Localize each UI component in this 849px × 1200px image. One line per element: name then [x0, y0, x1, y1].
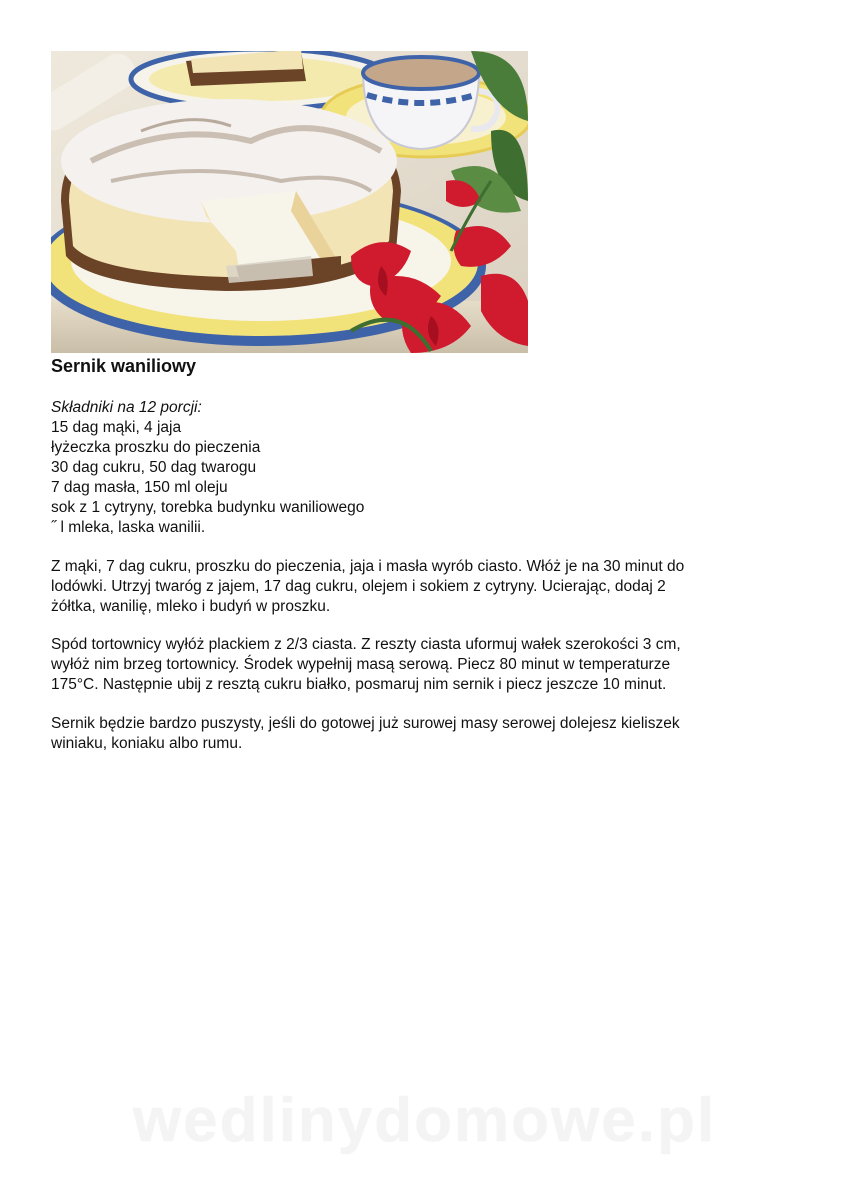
ingredients-heading: Składniki na 12 porcji: — [51, 399, 202, 416]
ingredients-list — [51, 398, 364, 538]
tip-paragraph — [51, 714, 791, 754]
paragraph-line: Spód tortownicy wyłóż plackiem z 2/3 ciasta. Z reszty ciasta uformuj wałek szerokości 3 cm, — [51, 636, 681, 653]
paragraph-line: Z mąki, 7 dag cukru, proszku do pieczenia, jaja i masła wyrób ciasto. Włóż je na 30 minut do — [51, 558, 685, 575]
ingredient-line: 7 dag masła, 150 ml oleju — [51, 479, 228, 496]
paragraph-line: wyłóż nim brzeg tortownicy. Środek wypełnij masą serową. Piecz 80 minut w temperaturze — [51, 656, 671, 673]
recipe-title: Sernik waniliowy — [51, 356, 197, 376]
ingredient-line: ˝ l mleka, laska wanilii. — [51, 519, 206, 536]
paragraph-line: żółtka, wanilię, mleko i budyń w proszku. — [51, 598, 331, 615]
ingredient-line: sok z 1 cytryny, torebka budynku waniliowego — [51, 499, 365, 516]
paragraph-line: lodówki. Utrzyj twaróg z jajem, 17 dag cukru, olejem i sokiem z cytryny. Ucierając, dodaj 2 — [51, 578, 666, 595]
paragraph-line: Sernik będzie bardzo puszysty, jeśli do gotowej już surowej masy serowej dolejesz kieliszek — [51, 715, 680, 732]
ingredient-line: 15 dag mąki, 4 jaja — [51, 419, 182, 436]
paragraph-line: 175°C. Następnie ubij z resztą cukru białko, posmaruj nim sernik i piecz jeszcze 10 minut. — [51, 676, 667, 693]
instructions-paragraph-1 — [51, 557, 791, 617]
cheesecake-photo — [51, 51, 528, 353]
ingredient-line: łyżeczka proszku do pieczenia — [51, 439, 261, 456]
ingredient-line: 30 dag cukru, 50 dag twarogu — [51, 459, 257, 476]
site-watermark: wedlinydomowe.pl — [132, 1086, 717, 1155]
instructions-paragraph-2 — [51, 635, 791, 695]
paragraph-line: winiaku, koniaku albo rumu. — [51, 735, 243, 752]
